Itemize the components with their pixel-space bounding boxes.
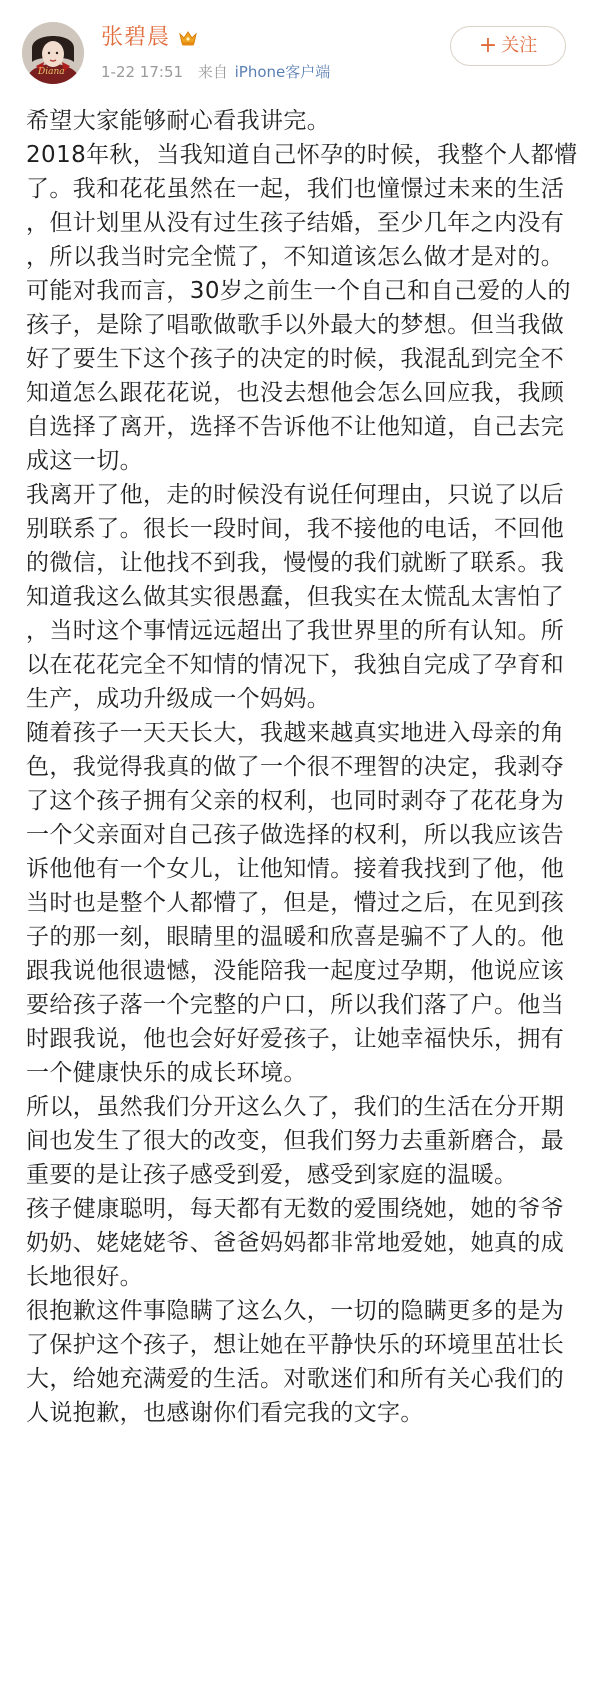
follow-label: 关注 — [501, 35, 538, 56]
post-paragraph: 所以，虽然我们分开这么久了，我们的生活在分开期间也发生了很大的改变，但我们努力去重新磨合，最重要的是让孩子感受到爱，感受到家庭的温暖。 — [26, 1094, 565, 1188]
post-paragraph: 我离开了他，走的时候没有说任何理由，只说了以后别联系了。很长一段时间，我不接他的电话，不回他的微信，让他找不到我，慢慢的我们就断了联系。我知道我这么做其实很愚蠢，但我实在太慌乱太害怕了，当时这个事情远远超出了我世界里的所有认知。所以在花花完全不知情的情况下，我独自完成了孕育和生产，成功升级成一个妈妈。 — [26, 482, 565, 712]
author-name[interactable]: 张碧晨 — [101, 25, 171, 50]
avatar[interactable] — [22, 22, 84, 84]
post-paragraph: 孩子健康聪明，每天都有无数的爱围绕她，她的爷爷奶奶、姥姥姥爷、爸爸妈妈都非常地爱她，她真的成长地很好。 — [26, 1196, 565, 1290]
post-paragraph: 2018年秋，当我知道自己怀孕的时候，我整个人都懵了。我和花花虽然在一起，我们也憧憬过未来的生活，但计划里从没有过生孩子结婚，至少几年之内没有，所以我当时完全慌了，不知道该怎么做才是对的。可能对我而言，30岁之前生一个自己和自己爱的人的孩子，是除了唱歌做歌手以外最大的梦想。但当我做好了要生下这个孩子的决定的时候，我混乱到完全不知道怎么跟花花说，也没去想他会怎么回应我，我顾自选择了离开，选择不告诉他不让他知道，自己去完成这一切。 — [26, 142, 578, 474]
post-header — [0, 0, 600, 100]
post-meta — [101, 62, 330, 82]
follow-button[interactable] — [450, 26, 566, 66]
post-paragraph: 希望大家能够耐心看我讲完。 — [26, 108, 331, 134]
post-timestamp: 1-22 17:51 — [101, 63, 184, 81]
post-paragraph: 随着孩子一天天长大，我越来越真实地进入母亲的角色，我觉得我真的做了一个很不理智的决定，我剥夺了这个孩子拥有父亲的权利，也同时剥夺了花花身为一个父亲面对自己孩子做选择的权利，所以我应该告诉他他有一个女儿，让他知情。接着我找到了他，他当时也是整个人都懵了，但是，懵过之后，在见到孩子的那一刻，眼睛里的温暖和欣喜是骗不了人的。他跟我说他很遗憾，没能陪我一起度过孕期，他说应该要给孩子落一个完整的户口，所以我们落了户。他当时跟我说，他也会好好爱孩子，让她幸福快乐，拥有一个健康快乐的成长环境。 — [26, 720, 565, 1086]
source-label: 来自 — [197, 63, 228, 81]
source-device-link[interactable]: iPhone客户端 — [234, 63, 331, 81]
svg-text:Diana: Diana — [38, 67, 65, 77]
post-body — [26, 104, 578, 1430]
post-paragraph: 很抱歉这件事隐瞒了这么久，一切的隐瞒更多的是为了保护这个孩子，想让她在平静快乐的环境里茁壮长大，给她充满爱的生活。对歌迷们和所有关心我们的人说抱歉，也感谢你们看完我的文字。 — [26, 1298, 565, 1426]
crown-icon — [178, 29, 198, 47]
plus-icon: + — [478, 33, 498, 58]
